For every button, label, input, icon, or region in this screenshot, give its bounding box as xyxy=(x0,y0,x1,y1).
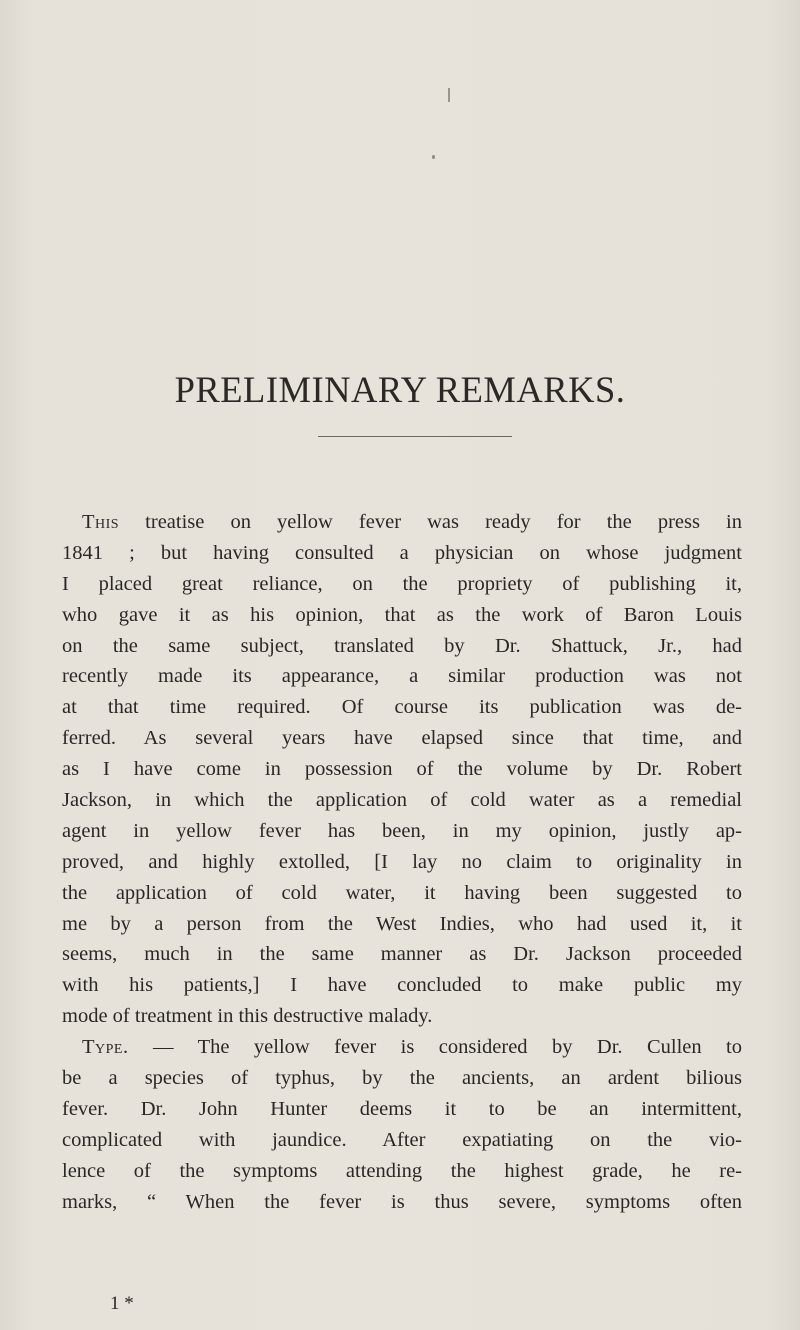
text-line: seems, much in the same manner as Dr. Jackson proceeded xyxy=(62,943,742,966)
text-line: complicated with jaundice. After expatiating on the vio- xyxy=(62,1128,742,1151)
text-line: agent in yellow fever has been, in my opinion, justly ap- xyxy=(62,819,742,842)
text-line: the application of cold water, it having been suggested to xyxy=(62,881,742,904)
page-speck xyxy=(432,155,435,159)
text-line: as I have come in possession of the volume by Dr. Robert xyxy=(62,758,742,781)
text-line: mode of treatment in this destructive malady. xyxy=(62,1005,433,1028)
text-line: fever. Dr. John Hunter deems it to be an intermittent, xyxy=(62,1097,742,1120)
text-line: Jackson, in which the application of cold water as a remedial xyxy=(62,789,742,812)
text-line: lence of the symptoms attending the highest grade, he re- xyxy=(62,1159,742,1182)
text-line: proved, and highly extolled, [I lay no claim to originality in xyxy=(62,850,742,873)
paragraph-lead: This xyxy=(82,511,120,533)
text-line: marks, “ When the fever is thus severe, symptoms often xyxy=(62,1190,742,1213)
paragraph-lead: Type. xyxy=(82,1036,129,1059)
text-line: at that time required. Of course its publication was de- xyxy=(62,696,742,719)
text-line: This treatise on yellow fever was ready for the press in xyxy=(82,511,742,533)
text-line: be a species of typhus, by the ancients, an ardent bilious xyxy=(62,1067,742,1090)
text-line: 1841 ; but having consulted a physician on whose judgment xyxy=(62,541,742,564)
title-rule xyxy=(318,436,512,437)
page-speck xyxy=(448,88,450,102)
text-line: on the same subject, translated by Dr. Shattuck, Jr., had xyxy=(62,634,742,657)
signature-mark: 1 * xyxy=(110,1293,134,1314)
page-title: PRELIMINARY REMARKS. xyxy=(174,369,626,410)
text-line: I placed great reliance, on the propriety of publishing it, xyxy=(62,572,742,595)
text-line: Type. — The yellow fever is considered by Dr. Cullen to xyxy=(82,1036,742,1059)
body-text xyxy=(62,507,742,1217)
text-line: me by a person from the West Indies, who had used it, it xyxy=(62,912,742,935)
text-line: recently made its appearance, a similar production was not xyxy=(62,665,742,688)
text-line: ferred. As several years have elapsed since that time, and xyxy=(62,727,742,750)
text-line: with his patients,] I have concluded to make public my xyxy=(62,974,742,997)
text-line: who gave it as his opinion, that as the work of Baron Louis xyxy=(62,603,742,626)
